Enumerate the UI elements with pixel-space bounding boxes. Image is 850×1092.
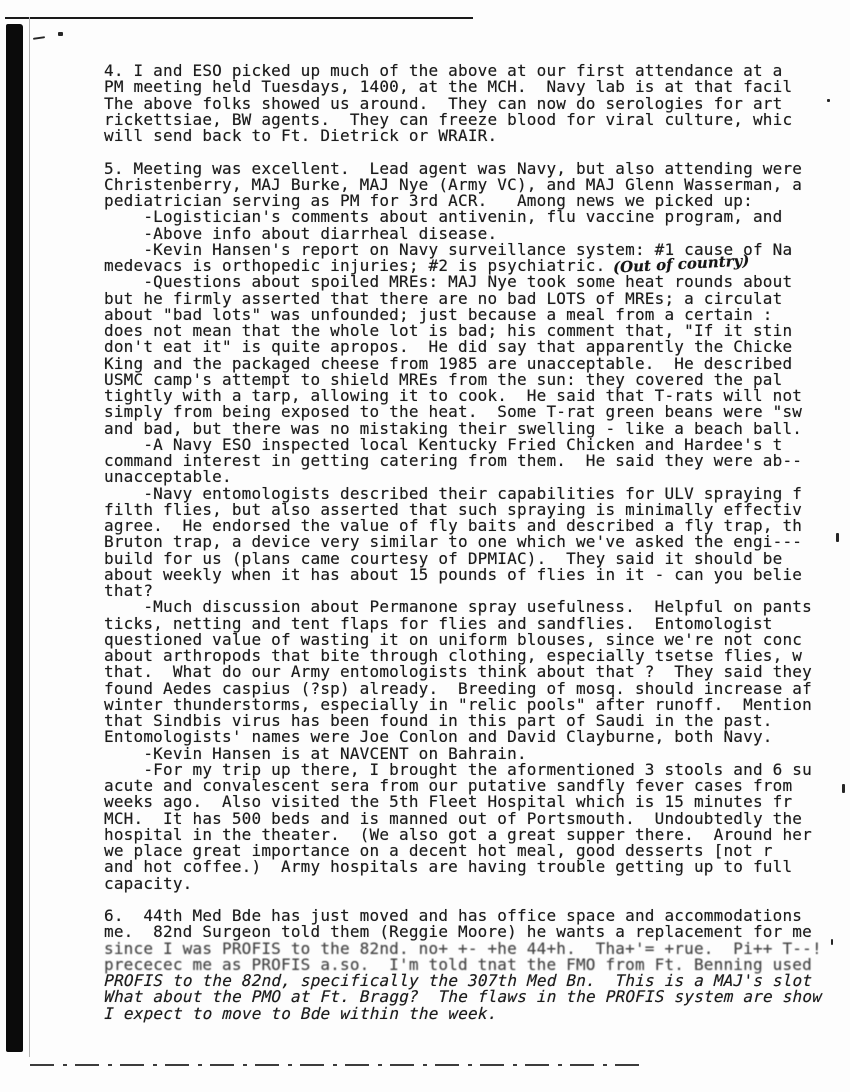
- memo-line: What about the PMO at Ft. Bragg? The flaws in the PROFIS system are show: [103, 987, 823, 1007]
- memo-line: tightly with a tarp, allowing it to cook. He said that T-rats will not: [104, 386, 803, 405]
- memo-line: -A Navy ESO inspected local Kentucky Fried Chicken and Hardee's t: [104, 434, 783, 454]
- memo-line: rickettsiae, BW agents. They can freeze blood for viral culture, whic: [104, 109, 793, 129]
- memo-line: -Kevin Hansen's report on Navy surveillance system: #1 cause of Na: [104, 239, 793, 259]
- scan-speck: [831, 939, 833, 945]
- scan-binding-bar: [6, 24, 23, 1052]
- memo-line: that. What do our Army entomologists think about that ? They said they: [104, 662, 812, 682]
- memo-line: unacceptable.: [104, 467, 232, 487]
- memo-line: -For my trip up there, I brought the aformentioned 3 stools and 6 su: [104, 759, 812, 779]
- memo-line: King and the packaged cheese from 1985 are unacceptable. He described: [104, 353, 793, 373]
- memo-line: found Aedes caspius (?sp) already. Breeding of mosq. should increase af: [104, 678, 812, 698]
- memo-line: command interest in getting catering from them. He said they were ab--: [104, 451, 803, 470]
- memo-line: I expect to move to Bde within the week.: [103, 1003, 498, 1023]
- memo-line: medevacs is orthopedic injuries; #2 is psychiatric. (Out of country): [104, 251, 751, 277]
- memo-line: -Logistician's comments about antivenin, flu vaccine program, and: [104, 207, 783, 227]
- memo-line: -Much discussion about Permanone spray usefulness. Helpful on pants: [104, 597, 812, 617]
- memo-line: MCH. It has 500 beds and is manned out of Portsmouth. Undoubtedly the: [104, 808, 803, 828]
- memo-line: -Navy entomologists described their capabilities for ULV spraying f: [104, 483, 803, 503]
- memo-line: agree. He endorsed the value of fly baits and described a fly trap, th: [104, 516, 803, 535]
- memo-line: about weekly when it has about 15 pounds of flies in it - can you belie: [104, 564, 803, 584]
- memo-line: me. 82nd Surgeon told them (Reggie Moore) he wants a replacement for me: [104, 922, 812, 942]
- memo-line: USMC camp's attempt to shield MREs from the sun: they covered the pal: [104, 369, 783, 389]
- memo-line: -Questions about spoiled MREs: MAJ Nye took some heat rounds about: [104, 272, 793, 292]
- memo-line: since I was PROFIS to the 82nd. no+ +- +he 44+h. Tha+'= +rue. Pi++ T--!: [104, 938, 822, 958]
- memo-line: 6. 44th Med Bde has just moved and has office space and accommodations: [104, 906, 803, 925]
- memo-line: hospital in the theater. (We also got a great supper there. Around her: [104, 824, 812, 844]
- memo-line: questioned value of wasting it on uniform blouses, since we're not conc: [104, 629, 803, 649]
- memo-line: -Above info about diarrheal disease.: [104, 223, 498, 243]
- memo-line: that Sindbis virus has been found in this part of Saudi in the past.: [104, 711, 773, 730]
- memo-line: winter thunderstorms, especially in "relic pools" after runoff. Mention: [104, 694, 812, 714]
- memo-line: The above folks showed us around. They can now do serologies for art: [104, 93, 783, 113]
- memo-line: simply from being exposed to the heat. Some T-rat green beans were "sw: [104, 402, 803, 422]
- memo-line: will send back to Ft. Dietrick or WRAIR.: [104, 126, 498, 145]
- memo-line: 4. I and ESO picked up much of the above at our first attendance at a: [104, 61, 783, 80]
- scan-bottom-dashed-line: [30, 1064, 644, 1066]
- scan-speck: [33, 36, 45, 40]
- memo-line: -Kevin Hansen is at NAVCENT on Bahrain.: [104, 743, 527, 763]
- memo-line: Entomologists' names were Joe Conlon and David Clayburne, both Navy.: [104, 727, 773, 747]
- memo-line: about arthropods that bite through clothing, especially tsetse flies, w: [104, 646, 803, 665]
- memo-line: does not mean that the whole lot is bad; his comment that, "If it stin: [104, 321, 793, 340]
- memo-line: ticks, netting and tent flaps for flies and sandflies. Entomologist: [104, 613, 773, 633]
- scan-speck: [827, 99, 830, 102]
- memo-line: pediatrician serving as PM for 3rd ACR. Among news we picked up:: [104, 191, 753, 210]
- memo-line: Bruton trap, a device very similar to one which we've asked the engi---: [104, 532, 803, 552]
- memo-line: that?: [104, 581, 154, 600]
- memo-line: 5. Meeting was excellent. Lead agent was Navy, but also attending were: [104, 158, 803, 178]
- memo-line: don't eat it" is quite apropos. He did say that apparently the Chicke: [104, 337, 793, 357]
- memo-line: weeks ago. Also visited the 5th Fleet Hospital which is 15 minutes fr: [104, 792, 793, 812]
- scan-speck: [836, 533, 839, 542]
- handwritten-annotation: (Out of country): [612, 251, 751, 277]
- memo-line: about "bad lots" was unfounded; just because a meal from a certain :: [104, 304, 773, 324]
- memo-line: but he firmly asserted that there are no bad LOTS of MREs; a circulat: [104, 288, 783, 308]
- memo-line: and hot coffee.) Army hospitals are having trouble getting up to full: [104, 857, 793, 877]
- memo-body-text: [104, 63, 830, 1022]
- memo-line: and bad, but there was no mistaking their swelling - like a beach ball.: [104, 418, 803, 438]
- memo-line: acute and convalescent sera from our putative sandfly fever cases from: [104, 776, 793, 795]
- memo-line: we place great importance on a decent hot meal, good desserts [not r: [104, 841, 773, 860]
- memo-line: PROFIS to the 82nd, specifically the 307th Med Bn. This is a MAJ's slot: [103, 971, 813, 990]
- scan-speck: [842, 784, 845, 793]
- memo-line: Christenberry, MAJ Burke, MAJ Nye (Army VC), and MAJ Glenn Wasserman, a: [104, 174, 803, 194]
- scan-top-edge-line: [5, 17, 473, 19]
- memo-line: filth flies, but also asserted that such spraying is minimally effectiv: [104, 499, 803, 519]
- memo-line: build for us (plans came courtesy of DPMIAC). They said it should be: [104, 548, 783, 568]
- scan-speck: [58, 32, 63, 36]
- memo-line: capacity.: [104, 873, 193, 893]
- memo-line: prececec me as PROFIS a.so. I'm told tnat the FMO from Ft. Benning used: [104, 954, 812, 974]
- scan-left-page-edge: [29, 17, 30, 1057]
- memo-line: PM meeting held Tuesdays, 1400, at the MCH. Navy lab is at that facil: [104, 77, 793, 97]
